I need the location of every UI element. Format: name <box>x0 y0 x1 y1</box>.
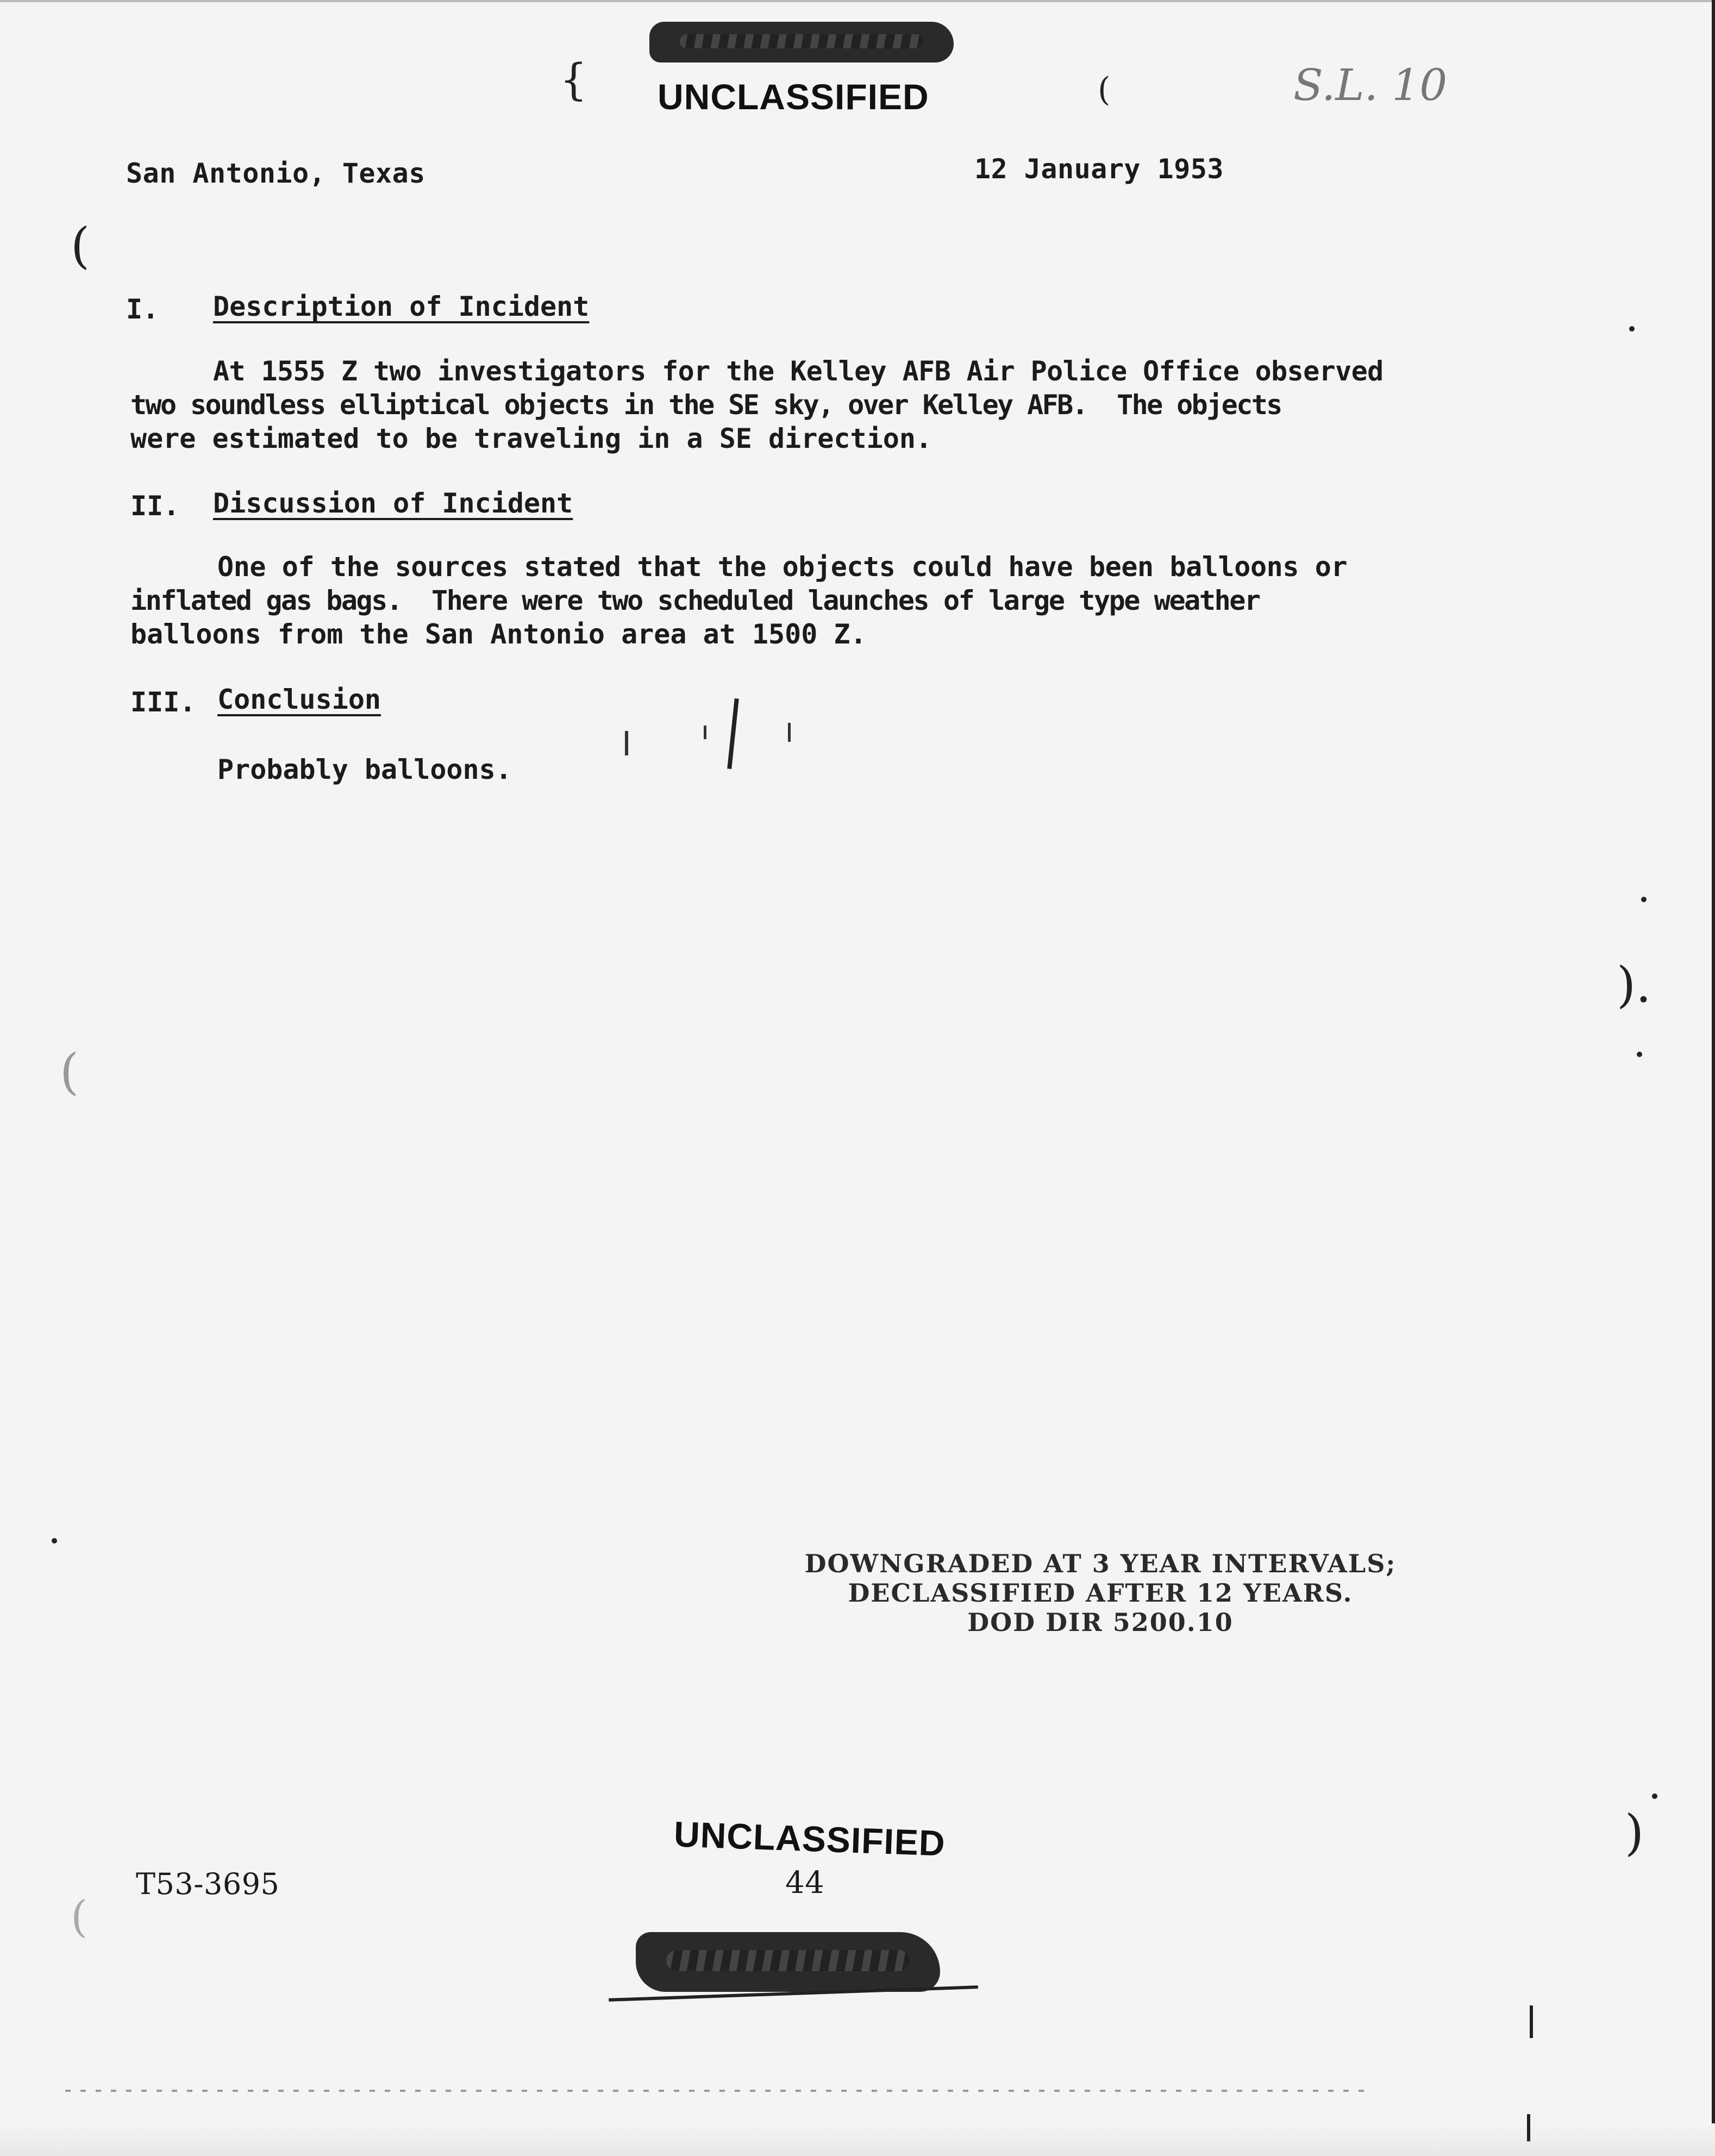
downgrade-stamp <box>761 1549 1440 1637</box>
section-2-line-3: balloons from the San Antonio area at 1500 Z. <box>130 618 867 650</box>
section-1-line-1: At 1555 Z two investigators for the Kelley AFB Air Police Office observed <box>213 355 1384 387</box>
paren-right-top: ( <box>1098 71 1111 109</box>
section-3-line-1: Probably balloons. <box>217 754 512 785</box>
bottom-redaction-mark <box>636 1932 940 1992</box>
margin-paren-left-3: ( <box>71 1891 88 1942</box>
section-3-title: Conclusion <box>217 684 381 715</box>
scan-edge-top <box>0 0 1715 2</box>
scan-dot-4 <box>1652 1793 1657 1799</box>
scan-dot-2 <box>1641 897 1647 902</box>
date-line: 12 January 1953 <box>974 153 1224 185</box>
margin-paren-left-2: ( <box>60 1043 79 1101</box>
scan-edge-right <box>1712 0 1715 2156</box>
section-2-title: Discussion of Incident <box>213 488 573 519</box>
ink-mark-5 <box>1530 2005 1533 2038</box>
ink-mark-4 <box>788 723 791 742</box>
ink-mark-3 <box>727 698 739 769</box>
page-number: 44 <box>785 1865 825 1901</box>
scan-dot-5 <box>52 1538 57 1543</box>
paren-left-top: { <box>560 54 587 105</box>
downgrade-line-1: DOWNGRADED AT 3 YEAR INTERVALS; <box>804 1549 1397 1578</box>
scan-dot-3 <box>1637 1052 1642 1057</box>
margin-paren-right-1: ). <box>1617 957 1651 1014</box>
ink-mark-6 <box>1527 2114 1530 2141</box>
location-line: San Antonio, Texas <box>126 158 425 189</box>
downgrade-line-3: DOD DIR 5200.10 <box>967 1608 1234 1637</box>
ink-mark-1 <box>625 731 628 755</box>
margin-paren-1: ( <box>71 217 90 274</box>
ink-mark-2 <box>704 726 706 739</box>
handwritten-reference: S.L. 10 <box>1293 60 1448 110</box>
downgrade-line-2: DECLASSIFIED AFTER 12 YEARS. <box>848 1578 1353 1608</box>
top-redaction-mark <box>649 22 954 63</box>
section-2-line-1: One of the sources stated that the objects could have been balloons or <box>217 551 1348 583</box>
section-2-line-2: inflated gas bags. There were two scheduled launches of large type weather <box>130 585 1260 616</box>
margin-paren-right-2: ) <box>1625 1804 1644 1861</box>
scan-edge-bottom <box>0 2123 1715 2156</box>
section-3-number: III. <box>130 686 196 718</box>
classification-bottom: UNCLASSIFIED <box>673 1814 946 1864</box>
scan-dot-1 <box>1629 326 1635 332</box>
section-1-line-2: two soundless elliptical objects in the SE sky, over Kelley AFB. The objects <box>130 389 1281 421</box>
section-1-number: I. <box>126 293 159 325</box>
section-2-number: II. <box>130 490 180 522</box>
section-1-title: Description of Incident <box>213 291 590 322</box>
classification-top: UNCLASSIFIED <box>658 77 929 117</box>
document-number: T53-3695 <box>136 1867 280 1901</box>
scan-dotted-line <box>65 2090 1369 2092</box>
section-1-line-3: were estimated to be traveling in a SE direction. <box>130 423 932 454</box>
